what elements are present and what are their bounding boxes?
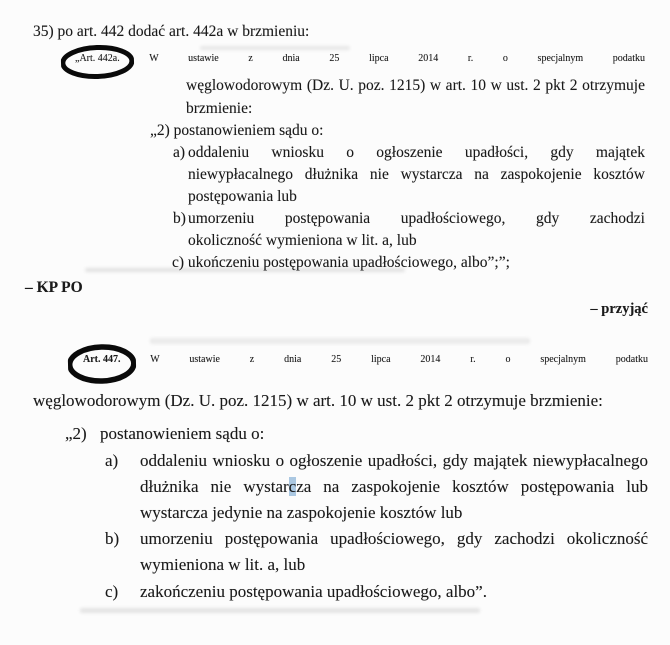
art-447-line1-text: W ustawie z dnia 25 lipca 2014 r. o specjalnym podatku — [150, 354, 648, 365]
s2-point-2-marker: „2) — [65, 424, 87, 443]
s2-item-c-marker: c) — [105, 582, 119, 601]
club-label: – KP PO — [25, 279, 83, 296]
art-447-line2: węglowodorowym (Dz. U. poz. 1215) w art. 10 w ust. 2 pkt 2 otrzymuje brzmienie: — [33, 391, 603, 410]
ellipse-annotation-447 — [83, 354, 121, 367]
s2-item-a-line1: oddaleniu wniosku o ogłoszenie upadłości, gdy majątek niewypłacalnego — [140, 451, 648, 470]
s1-item-a-line1: oddaleniu wniosku o ogłoszenie upadłości, gdy majątek — [188, 144, 645, 161]
s2-item-b-line2: wymieniona w lit. a, lub — [140, 555, 306, 574]
s1-item-a-line2: niewypłacalnego dłużnika nie wystarcza na zaspokojenie kosztów — [188, 166, 645, 183]
s1-item-b-marker: b) — [173, 210, 186, 227]
s1-item-c-text: ukończeniu postępowania upadłościowego, albo”;”; — [187, 254, 510, 271]
scan-artifact — [200, 46, 350, 50]
art-442a-heading-line — [75, 53, 645, 66]
amendment-intro-line: 35) po art. 442 dodać art. 442a w brzmieniu: — [33, 23, 310, 40]
s1-item-a-line3: postępowania lub — [188, 188, 297, 205]
s2-item-a-line2 — [140, 476, 648, 497]
s1-point-2-line: „2) postanowieniem sądu o: — [150, 122, 324, 139]
s2-item-c-line: zakończeniu postępowania upadłościowego, albo”. — [140, 582, 487, 601]
s2-item-a-line2-post: za na zaspokojenie kosztów postępowania lub — [296, 477, 648, 496]
s2-item-a-line3: wystarcza jedynie na zaspokojenie kosztów lub — [140, 503, 463, 522]
scan-artifact — [150, 338, 530, 344]
s1-item-c-line — [172, 253, 510, 272]
art-442a-line1-text: W ustawie z dnia 25 lipca 2014 r. o specjalnym podatku — [149, 53, 645, 64]
s2-point-2-line — [65, 423, 264, 444]
s2-item-b-marker: b) — [105, 529, 120, 548]
s1-item-a-marker: a) — [173, 144, 186, 161]
s2-item-b-line1: umorzeniu postępowania upadłościowego, gdy zachodzi okoliczność — [140, 529, 648, 548]
circled-text-442a: „Art. 442a. — [75, 53, 120, 64]
ellipse-annotation-442a — [75, 53, 120, 66]
art-442a-line2: węglowodorowym (Dz. U. poz. 1215) w art. 10 w ust. 2 pkt 2 otrzymuje — [186, 77, 645, 94]
circled-text-447: Art. 447. — [83, 354, 121, 365]
art-447-heading-line — [83, 354, 648, 367]
s2-point-2-text: postanowieniem sądu o: — [100, 424, 265, 443]
s1-item-b-line1: umorzeniu postępowania upadłościowego, gdy zachodzi — [188, 210, 645, 227]
s2-item-a-line2-pre: dłużnika nie wystar — [140, 477, 289, 496]
scan-artifact — [80, 608, 480, 613]
decision-label: – przyjąć — [590, 301, 648, 317]
s1-item-b-line2: okoliczność wymieniona w lit. a, lub — [188, 232, 417, 249]
selection-highlight: c — [288, 477, 297, 496]
s2-item-a-marker: a) — [105, 451, 119, 470]
s1-item-c-marker: c) — [172, 254, 185, 271]
art-442a-line3: brzmienie: — [186, 100, 253, 117]
